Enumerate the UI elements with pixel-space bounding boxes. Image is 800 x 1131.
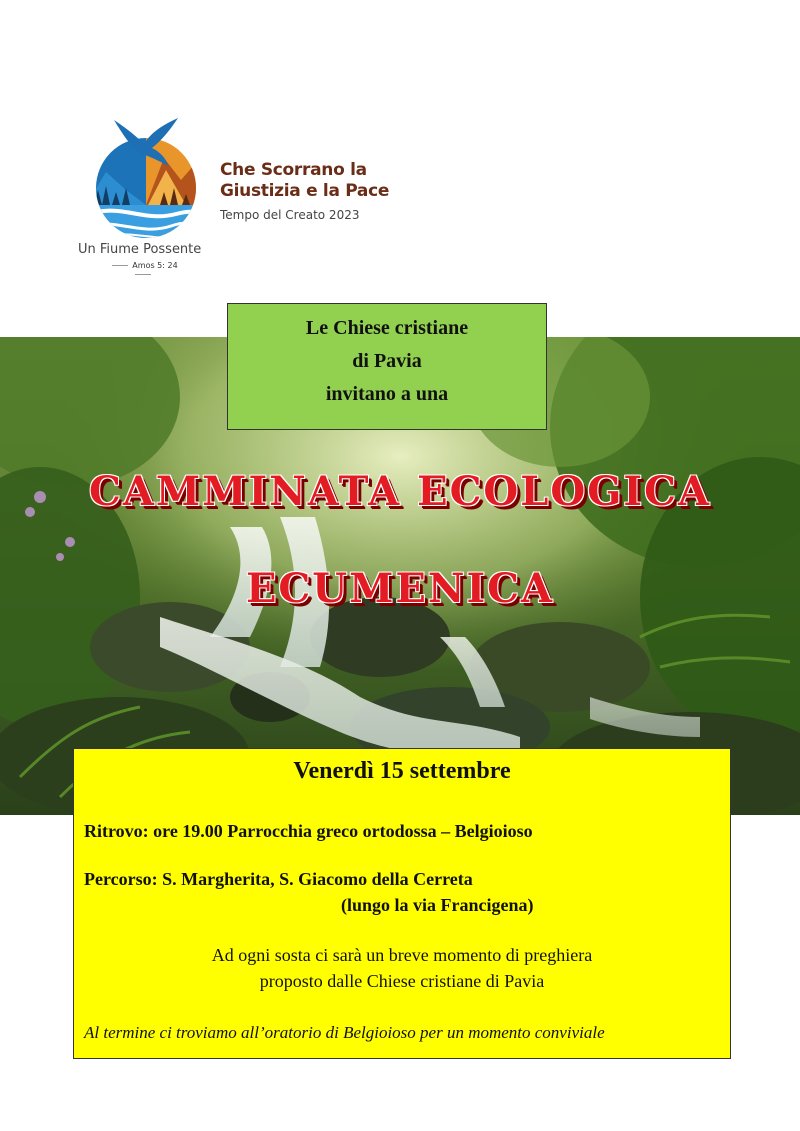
logo-tagline: Un Fiume Possente bbox=[78, 242, 202, 257]
event-route-note: (lungo la via Francigena) bbox=[341, 895, 534, 915]
event-route: Percorso: S. Margherita, S. Giacomo della Cerreta bbox=[84, 869, 473, 889]
headline-line-1: CAMMINATA ECOLOGICA bbox=[89, 468, 711, 515]
invite-box bbox=[227, 303, 547, 430]
event-prayer-line-2: proposto dalle Chiese cristiane di Pavia bbox=[259, 971, 545, 991]
event-prayer-line-1: Ad ogni sosta ci sarà un breve momento di preghiera bbox=[211, 945, 593, 965]
event-details-box bbox=[73, 748, 731, 1059]
event-prayer-note bbox=[74, 942, 730, 994]
invite-line-3: invitano a una bbox=[325, 383, 449, 405]
logo-title-line-1: Che Scorrano la bbox=[220, 160, 367, 180]
logo-subtitle: Tempo del Creato 2023 bbox=[220, 208, 360, 222]
headline-line-2: ECUMENICA bbox=[245, 565, 555, 612]
logo-title-line-2: Giustizia e la Pace bbox=[220, 181, 390, 201]
event-meeting-point: Ritrovo: ore 19.00 Parrocchia greco ortodossa – Belgioioso bbox=[84, 821, 533, 841]
event-date: Venerdì 15 settembre bbox=[293, 758, 511, 784]
event-logo bbox=[70, 110, 410, 280]
invite-line-2: di Pavia bbox=[352, 350, 422, 372]
invite-line-1: Le Chiese cristiane bbox=[305, 317, 469, 339]
event-closing-note: Al termine ci troviamo all’oratorio di Belgioioso per un momento conviviale bbox=[84, 1023, 605, 1042]
dove-river-mountains-emblem-icon bbox=[86, 110, 206, 240]
logo-title bbox=[220, 160, 389, 202]
logo-verse: Amos 5: 24 bbox=[98, 261, 188, 279]
